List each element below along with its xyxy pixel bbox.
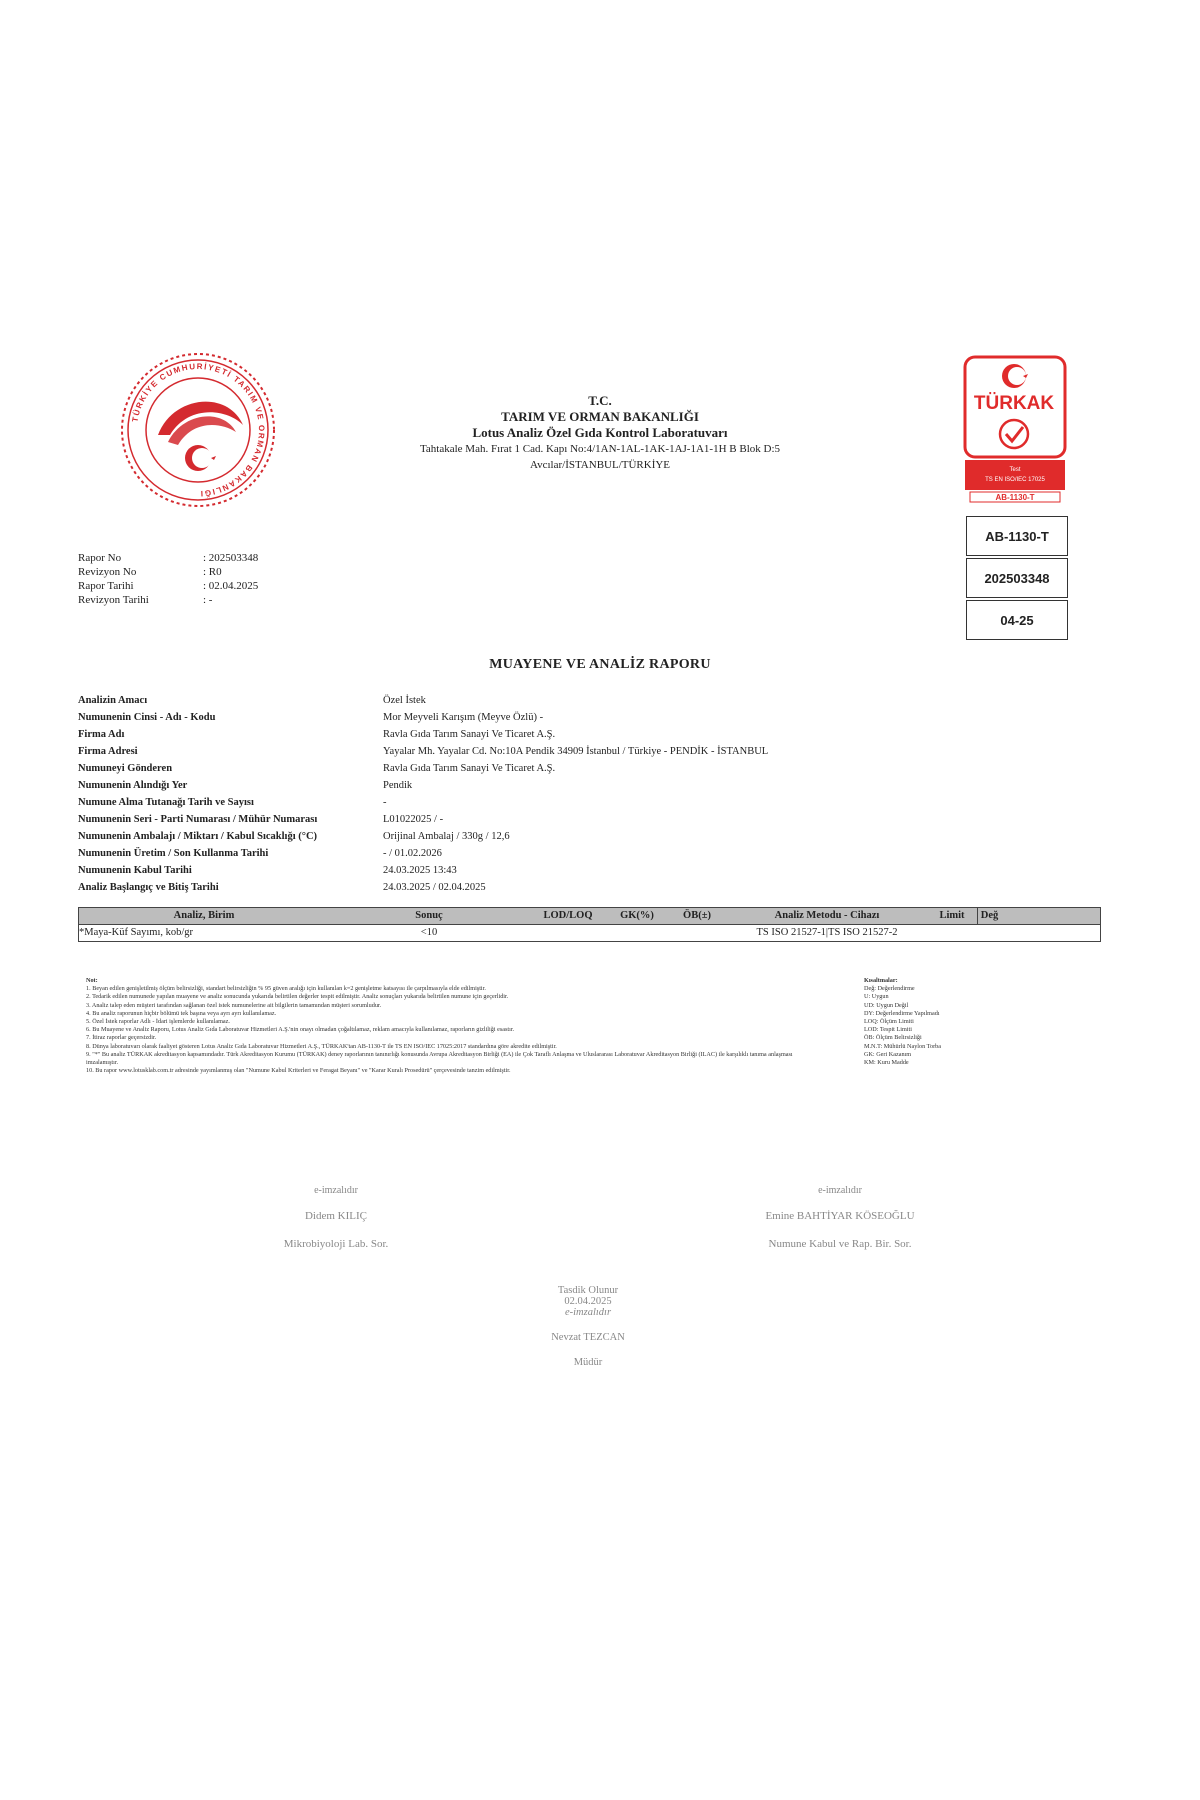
signature-right-role: Numune Kabul ve Rap. Bir. Sor. bbox=[768, 1238, 912, 1250]
seal-ring-text: TÜRKİYE CUMHURİYETİ TARIM VE ORMAN BAKANLIĞI bbox=[130, 361, 267, 499]
approval-date: 02.04.2025 bbox=[564, 1296, 612, 1307]
approval-label: Tasdik Olunur bbox=[557, 1285, 619, 1296]
header-tc: T.C. bbox=[588, 393, 612, 408]
report-info-row bbox=[78, 551, 258, 565]
abbreviation-item: M.N.T: Mühürlü Naylon Torba bbox=[864, 1042, 941, 1050]
detail-row bbox=[78, 828, 768, 845]
abbreviation-item: LOQ: Ölçüm Limiti bbox=[864, 1018, 914, 1026]
report-number-box: 202503348 bbox=[966, 558, 1068, 598]
table-row bbox=[79, 925, 1100, 941]
col-header-method: Analiz Metodu - Cihazı bbox=[774, 910, 880, 921]
signature-left-role: Mikrobiyoloji Lab. Sor. bbox=[283, 1238, 389, 1250]
svg-text:TÜRKİYE CUMHURİYETİ TARIM VE O bbox=[131, 362, 267, 498]
approval-name: Nevzat TEZCAN bbox=[551, 1332, 625, 1343]
col-header-lod-loq: LOD/LOQ bbox=[543, 910, 593, 921]
col-header-limit: Limit bbox=[939, 910, 965, 921]
cell-evaluation bbox=[977, 925, 1000, 941]
approval-esign: e-imzalıdır bbox=[564, 1307, 612, 1318]
detail-label: Numunenin Kabul Tarihi bbox=[78, 865, 192, 876]
header-lab-name: Lotus Analiz Özel Gıda Kontrol Laboratuvarı bbox=[472, 425, 728, 440]
report-info-row bbox=[78, 593, 258, 607]
abbreviation-item: DY: Değerlendirme Yapılmadı bbox=[864, 1009, 940, 1017]
detail-value: Orijinal Ambalaj / 330g / 12,6 bbox=[383, 831, 510, 842]
note-item: 1. Beyan edilen genişletilmiş ölçüm belirsizliği, standart belirsizliğin % 95 güven aralığı için kullanılan k=2 genişletme katsayısı ile çarpılmasıyla elde edilmiştir. bbox=[86, 985, 486, 993]
detail-value: Mor Meyveli Karışım (Meyve Özlü) - bbox=[383, 712, 544, 723]
revision-date-value: : - bbox=[203, 594, 213, 606]
detail-row bbox=[78, 862, 768, 879]
detail-row bbox=[78, 726, 768, 743]
abbreviations-heading: Kısaltmalar: bbox=[864, 977, 898, 984]
report-info-row bbox=[78, 579, 258, 593]
detail-row bbox=[78, 811, 768, 828]
cell-gk bbox=[607, 925, 667, 941]
detail-value: Yayalar Mh. Yayalar Cd. No:10A Pendik 34909 İstanbul / Türkiye - PENDİK - İSTANBUL bbox=[383, 746, 769, 757]
note-item: 10. Bu rapor www.lotusklab.com.tr adresinde yayımlanmış olan "Numune Kabul Kriterleri ve Feragat Beyanı" ve "Karar Kuralı Prosedürü" çerçevesinde tanzim edilmiştir. bbox=[86, 1067, 511, 1075]
detail-label: Analizin Amacı bbox=[78, 695, 148, 706]
results-table bbox=[78, 907, 1101, 942]
detail-row bbox=[78, 845, 768, 862]
report-no-value: : 202503348 bbox=[203, 552, 259, 564]
detail-row bbox=[78, 692, 768, 709]
abbreviation-item: KM: Kuru Madde bbox=[864, 1059, 909, 1067]
report-info bbox=[78, 551, 258, 607]
sample-details bbox=[78, 692, 768, 896]
abbreviation-item: U: Uygun bbox=[864, 993, 889, 1001]
signature-right-esign: e-imzalıdır bbox=[818, 1185, 862, 1196]
detail-label: Numunenin Cinsi - Adı - Kodu bbox=[78, 712, 216, 723]
col-header-result: Sonuç bbox=[415, 910, 443, 921]
detail-label: Numuneyi Gönderen bbox=[78, 763, 173, 774]
detail-row bbox=[78, 879, 768, 896]
detail-label: Firma Adı bbox=[78, 729, 125, 740]
turkak-logo-code: AB-1130-T bbox=[995, 493, 1035, 502]
header-ministry: TARIM VE ORMAN BAKANLIĞI bbox=[501, 409, 699, 424]
report-date-label: Rapor Tarihi bbox=[78, 580, 134, 592]
col-header-ob: ÖB(±) bbox=[683, 910, 711, 921]
detail-value: L01022025 / - bbox=[383, 814, 444, 825]
note-item: 8. Dünya laboratuvarı olarak faaliyet gösteren Lotus Analiz Gıda Laboratuvar Hizmetleri A.Ş., TÜRKAK'tan AB-1130-T ile TS EN ISO/IEC 17025:2017 standardına göre akredite edilmiştir. bbox=[86, 1042, 557, 1050]
signature-approval bbox=[438, 1285, 738, 1368]
turkak-logo-text: TÜRKAK bbox=[973, 393, 1055, 414]
cell-ob bbox=[667, 925, 727, 941]
report-title: MUAYENE VE ANALİZ RAPORU bbox=[489, 657, 711, 672]
abbreviation-item: ÖB: Ölçüm Belirsizliği bbox=[864, 1034, 922, 1042]
abbreviation-item: UD: Uygun Değil bbox=[864, 1001, 909, 1009]
detail-row bbox=[78, 794, 768, 811]
accreditation-code-box: AB-1130-T bbox=[966, 516, 1068, 556]
detail-label: Numune Alma Tutanağı Tarih ve Sayısı bbox=[78, 797, 254, 808]
detail-value: Ravla Gıda Tarım Sanayi Ve Ticaret A.Ş. bbox=[383, 729, 556, 740]
revision-no-value: : R0 bbox=[203, 566, 222, 578]
cell-method: TS ISO 21527-1|TS ISO 21527-2 bbox=[756, 927, 898, 938]
detail-value: 24.03.2025 13:43 bbox=[383, 865, 457, 876]
report-info-row bbox=[78, 565, 258, 579]
results-header-row bbox=[79, 908, 1100, 925]
detail-value: - / 01.02.2026 bbox=[383, 848, 442, 859]
detail-value: 24.03.2025 / 02.04.2025 bbox=[383, 882, 486, 893]
detail-value: Pendik bbox=[383, 780, 413, 791]
detail-label: Firma Adresi bbox=[78, 746, 138, 757]
revision-no-label: Revizyon No bbox=[78, 566, 137, 578]
approval-role: Müdür bbox=[573, 1357, 603, 1368]
detail-label: Analiz Başlangıç ve Bitiş Tarihi bbox=[78, 882, 219, 893]
abbreviation-item: GK: Geri Kazanım bbox=[864, 1050, 912, 1058]
detail-row bbox=[78, 760, 768, 777]
detail-value: Ravla Gıda Tarım Sanayi Ve Ticaret A.Ş. bbox=[383, 763, 556, 774]
detail-label: Numunenin Ambalajı / Miktarı / Kabul Sıcaklığı (°C) bbox=[78, 831, 318, 842]
header-address-2: Avcılar/İSTANBUL/TÜRKİYE bbox=[529, 459, 671, 471]
note-item: 7. İtiraz raporlar geçersizdir. bbox=[86, 1034, 157, 1042]
abbreviation-item: Değ: Değerlendirme bbox=[864, 985, 915, 993]
turkak-standard: TS EN ISO/IEC 17025 bbox=[985, 477, 1045, 483]
note-item: 2. Tedarik edilen numunede yapılan muayene ve analiz sonucunda yukarıda belirtilen değerler tespit edilmiştir. Analiz sonuçları yukarıda belirtilen numune için geçerlidir. bbox=[86, 993, 509, 1001]
signature-left bbox=[186, 1185, 486, 1250]
signature-left-name: Didem KILIÇ bbox=[304, 1210, 367, 1222]
note-item: 4. Bu analiz raporunun hiçbir bölümü tek başına veya ayrı ayrı kullanılamaz. bbox=[86, 1009, 277, 1017]
col-header-gk: GK(%) bbox=[620, 910, 654, 921]
abbreviations-section bbox=[864, 977, 1044, 1067]
cell-result: <10 bbox=[420, 927, 438, 938]
report-no-label: Rapor No bbox=[78, 552, 122, 564]
note-item: 9. "*" Bu analiz TÜRKAK akreditasyon kapsamındadır. Türk Akreditasyon Kurumu (TÜRKAK) deney raporlarının tanınırlığı konusunda Avrupa Akreditasyon Birliği (EA) ile Çok Taraflı Anlaşma ve Uluslararası Laboratuvar Akreditasyon Birliği (ILAC) ile karşılıklı tanıma anlaşması imzalamıştır. bbox=[86, 1050, 793, 1067]
abbreviation-item: LOD: Tespit Limiti bbox=[864, 1026, 912, 1034]
detail-label: Numunenin Üretim / Son Kullanma Tarihi bbox=[78, 848, 269, 859]
date-code-box: 04-25 bbox=[966, 600, 1068, 640]
notes-heading: Not: bbox=[86, 977, 98, 984]
detail-row bbox=[78, 743, 768, 760]
cell-analysis: *Maya-Küf Sayımı, kob/gr bbox=[79, 927, 194, 938]
report-date-value: : 02.04.2025 bbox=[203, 580, 259, 592]
signature-right-name: Emine BAHTİYAR KÖSEOĞLU bbox=[765, 1210, 915, 1222]
col-header-evaluation: Değ bbox=[977, 908, 1001, 924]
detail-value: Özel İstek bbox=[383, 695, 426, 706]
detail-label: Numunenin Alındığı Yer bbox=[78, 780, 188, 791]
turkak-logo bbox=[962, 354, 1068, 504]
notes-section bbox=[86, 977, 806, 1075]
signature-left-esign: e-imzalıdır bbox=[314, 1185, 358, 1196]
signature-right bbox=[690, 1185, 990, 1250]
ministry-seal bbox=[118, 350, 278, 510]
detail-value: - bbox=[383, 797, 387, 808]
note-item: 6. Bu Muayene ve Analiz Raporu, Lotus Analiz Gıda Laboratuvar Hizmetleri A.Ş.'nin onayı olmadan çoğaltılamaz, reklam amacıyla kullanılamaz, raporların gizliliği esastır. bbox=[86, 1026, 515, 1034]
cell-limit bbox=[927, 925, 977, 941]
cell-lod-loq bbox=[529, 925, 607, 941]
detail-label: Numunenin Seri - Parti Numarası / Mühür Numarası bbox=[78, 814, 318, 825]
header-address-1: Tahtakale Mah. Fırat 1 Cad. Kapı No:4/1AN-1AL-1AK-1AJ-1A1-1H B Blok D:5 bbox=[419, 443, 781, 455]
detail-row bbox=[78, 709, 768, 726]
turkak-test-label: Test bbox=[1009, 467, 1021, 473]
col-header-analysis: Analiz, Birim bbox=[173, 910, 235, 921]
document-header bbox=[380, 393, 820, 473]
detail-row bbox=[78, 777, 768, 794]
revision-date-label: Revizyon Tarihi bbox=[78, 594, 149, 606]
note-item: 3. Analiz talep eden müşteri tarafından sağlanan özel istek numunelerine ait bilgilerin tamamından müşteri sorumludur. bbox=[86, 1001, 382, 1009]
note-item: 5. Özel İstek raporlar Adlı - İdari işlemlerde kullanılamaz. bbox=[86, 1018, 230, 1026]
